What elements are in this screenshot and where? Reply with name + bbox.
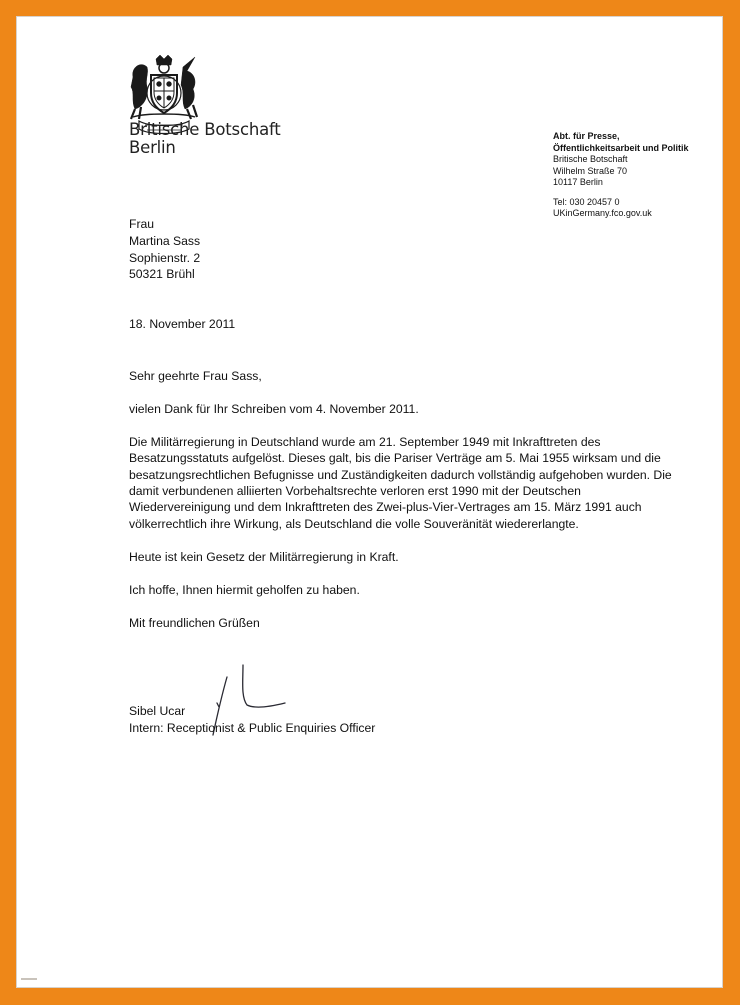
department-address: [553, 131, 689, 220]
letter-date: 18. November 2011: [129, 317, 236, 331]
embassy-label: Britische Botschaft: [553, 154, 628, 164]
recipient-salutation: Frau: [129, 217, 155, 231]
website: UKinGermany.fco.gov.uk: [553, 208, 652, 218]
telephone: Tel: 030 20457 0: [553, 196, 620, 207]
recipient-address: [129, 216, 200, 283]
signer-title: Intern: Receptionist & Public Enquiries Officer: [129, 721, 376, 735]
greeting: Sehr geehrte Frau Sass,: [129, 369, 262, 383]
letter-body: [129, 368, 677, 648]
law-paragraph: Heute ist kein Gesetz der Militärregierung in Kraft.: [129, 550, 399, 565]
signer-block: [129, 703, 375, 737]
recipient-street: Sophienstr. 2: [129, 250, 201, 265]
recipient-name: Martina Sass: [129, 233, 201, 248]
embassy-name-line2: Berlin: [129, 138, 176, 157]
department-name-2: Öffentlichkeitsarbeit und Politik: [553, 142, 689, 153]
street-address: Wilhelm Straße 70: [553, 165, 628, 176]
city-address: 10117 Berlin: [553, 177, 603, 187]
main-paragraph: Die Militärregierung in Deutschland wurde am 21. September 1949 mit Inkrafttreten des Besatzungsstatuts aufgelöst. Dieses galt, bis die Pariser Verträge am 5. Mai 1955 wirksam und die besatzungsrechtlichen Befugnisse und Zuständigkeiten dadurch vollständig aufgehoben wurden. Die damit verbundenen alliierten Vorbehaltsrechte verloren erst 1990 mit der Deutschen Wiedervereinigung und dem Inkrafttreten des Zwei-plus-Vier-Vertrages am 15. März 1991 auch völkerrechtlich ihre Wirkung, als Deutschland die volle Souveränität wiedererlangte.: [129, 434, 672, 531]
closing: Mit freundlichen Grüßen: [129, 616, 260, 631]
department-name: Abt. für Presse,: [553, 131, 620, 141]
embassy-name: [129, 121, 281, 157]
page-mark: [21, 978, 37, 980]
recipient-city: 50321 Brühl: [129, 267, 195, 282]
thanks-paragraph: vielen Dank für Ihr Schreiben vom 4. November 2011.: [129, 401, 419, 416]
letter-page: [16, 16, 723, 988]
hope-paragraph: Ich hoffe, Ihnen hiermit geholfen zu haben.: [129, 583, 360, 598]
embassy-name-line1: Britische Botschaft: [129, 120, 281, 139]
signer-name: Sibel Ucar: [129, 704, 186, 718]
